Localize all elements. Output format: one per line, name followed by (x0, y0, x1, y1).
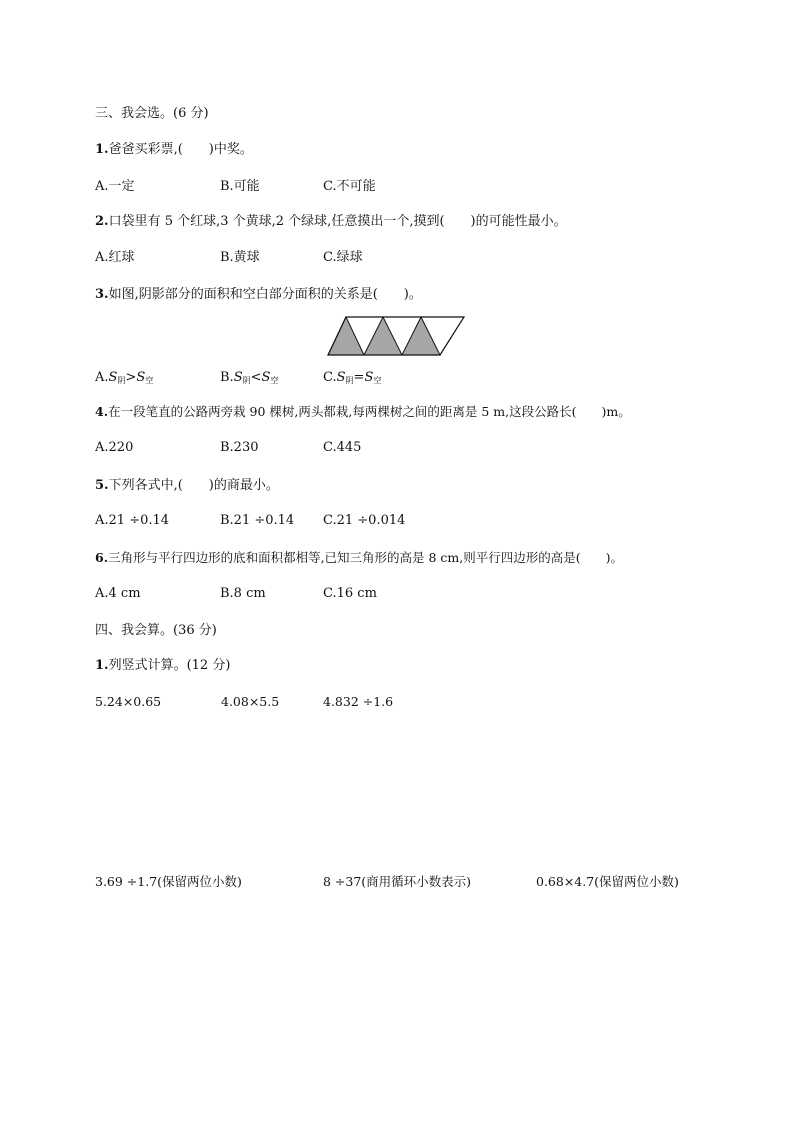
q3a-prefix: A. (95, 370, 109, 385)
calc-problem-1: 5.24×0.65 (95, 694, 162, 709)
q2-option-b[interactable]: B.黄球 (220, 250, 260, 265)
q5-option-a[interactable]: A.21 ÷0.14 (95, 513, 170, 528)
q3b-operator: < (250, 370, 262, 385)
q1-option-a[interactable]: A.一定 (95, 179, 135, 194)
question-1 (95, 141, 253, 159)
q6-option-a[interactable]: A.4 cm (95, 586, 141, 601)
q4-option-a[interactable]: A.220 (95, 440, 134, 455)
shaded-triangle-2 (364, 317, 402, 355)
q3c-operator: = (353, 370, 365, 385)
q3b-sub2: 空 (270, 376, 279, 385)
parallelogram-figure (326, 315, 466, 357)
q5-option-c[interactable]: C.21 ÷0.014 (323, 513, 406, 528)
calc-problem-5: 8 ÷37(商用循环小数表示) (323, 874, 472, 889)
q3a-sub2: 空 (145, 376, 154, 385)
question-6-number: 6. (95, 550, 109, 565)
q3c-sub1: 阴 (345, 376, 354, 385)
question-4 (95, 403, 631, 421)
question-2 (95, 213, 567, 231)
q3-option-b[interactable] (220, 369, 278, 390)
question-5 (95, 477, 279, 495)
q3c-sub2: 空 (373, 376, 382, 385)
q3c-s2: S (364, 370, 374, 385)
q2-option-c[interactable]: C.绿球 (323, 250, 363, 265)
q4-option-b[interactable]: B.230 (220, 440, 259, 455)
calc-problem-4: 3.69 ÷1.7(保留两位小数) (95, 874, 242, 889)
q4-option-c[interactable]: C.445 (323, 440, 362, 455)
q3c-prefix: C. (323, 370, 337, 385)
question-5-text: 下列各式中,( )的商最小。 (108, 478, 279, 493)
question-1-text: 爸爸买彩票,( )中奖。 (108, 142, 253, 157)
q6-option-b[interactable]: B.8 cm (220, 586, 266, 601)
q3b-s1: S (233, 370, 243, 385)
shaded-triangle-1 (328, 317, 364, 355)
section-4-sub-1 (95, 657, 230, 675)
section-4-title: 四、我会算。(36 分) (95, 623, 217, 638)
calc-problem-2: 4.08×5.5 (221, 694, 280, 709)
q3b-s2: S (261, 370, 271, 385)
shaded-triangle-3 (402, 317, 440, 355)
section-4-sub-1-text: 列竖式计算。(12 分) (108, 658, 231, 673)
question-2-number: 2. (95, 214, 109, 229)
section-4-sub-1-number: 1. (95, 658, 109, 673)
question-5-number: 5. (95, 478, 109, 493)
question-3 (95, 286, 422, 304)
q3a-sub1: 阴 (117, 376, 126, 385)
question-3-text: 如图,阴影部分的面积和空白部分面积的关系是( )。 (108, 287, 422, 302)
question-4-text: 在一段笔直的公路两旁栽 90 棵树,两头都栽,每两棵树之间的距离是 5 m,这段公路长( )m。 (108, 404, 631, 419)
q3a-s2: S (136, 370, 146, 385)
question-6 (95, 549, 623, 567)
q3-option-a[interactable] (95, 369, 153, 390)
calc-problem-6: 0.68×4.7(保留两位小数) (536, 874, 679, 889)
question-2-text: 口袋里有 5 个红球,3 个黄球,2 个绿球,任意摸出一个,摸到( )的可能性最小。 (108, 214, 567, 229)
calc-problem-3: 4.832 ÷1.6 (323, 694, 394, 709)
question-4-number: 4. (95, 404, 109, 419)
q3a-s1: S (108, 370, 118, 385)
q2-option-a[interactable]: A.红球 (95, 250, 135, 265)
section-3-title: 三、我会选。(6 分) (95, 106, 209, 121)
q5-option-b[interactable]: B.21 ÷0.14 (220, 513, 295, 528)
q3-option-c[interactable] (323, 369, 381, 390)
q3a-operator: > (125, 370, 137, 385)
q3c-s1: S (336, 370, 346, 385)
q1-option-c[interactable]: C.不可能 (323, 179, 376, 194)
q3b-prefix: B. (220, 370, 234, 385)
q3b-sub1: 阴 (242, 376, 251, 385)
question-6-text: 三角形与平行四边形的底和面积都相等,已知三角形的高是 8 cm,则平行四边形的高是( )。 (108, 550, 624, 565)
question-3-number: 3. (95, 287, 109, 302)
question-1-number: 1. (95, 142, 109, 157)
q6-option-c[interactable]: C.16 cm (323, 586, 377, 601)
q1-option-b[interactable]: B.可能 (220, 179, 260, 194)
